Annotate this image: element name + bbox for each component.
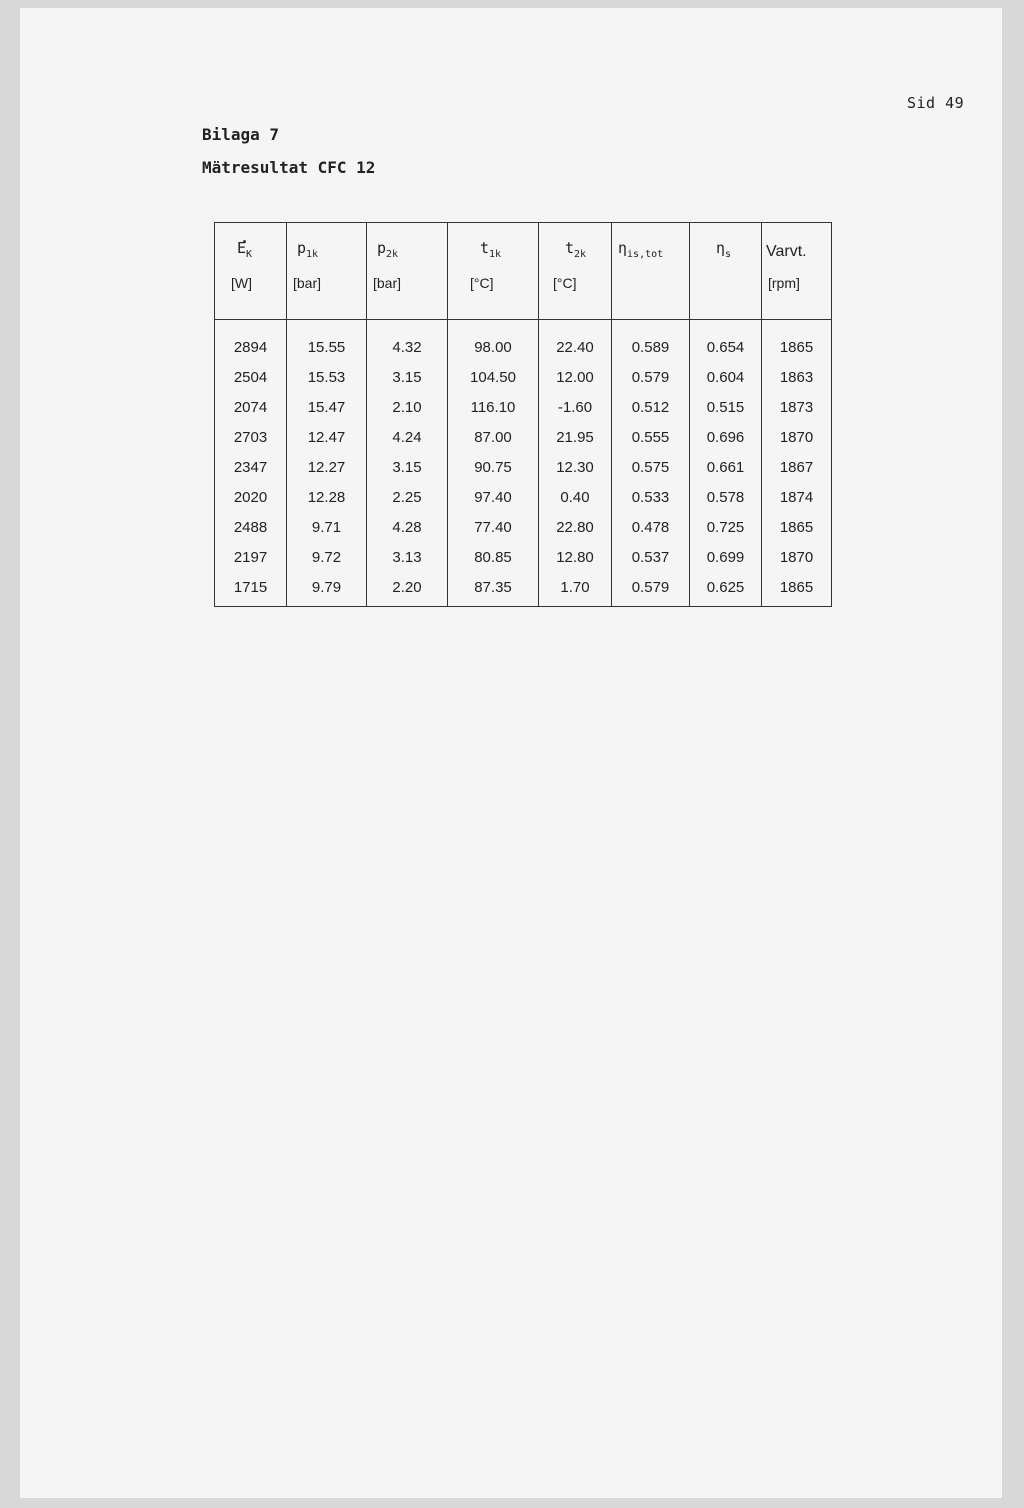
cell-energy-rate: 1715 <box>215 572 287 607</box>
cell-p1k: 12.27 <box>287 452 367 482</box>
cell-eta-is-tot: 0.579 <box>612 572 690 607</box>
page-title: Mätresultat CFC 12 <box>202 158 376 177</box>
cell-eta-is-tot: 0.555 <box>612 422 690 452</box>
cell-eta-s: 0.661 <box>690 452 762 482</box>
header-energy-rate: . $E_K$ [W] <box>215 223 287 320</box>
cell-p2k: 3.13 <box>367 542 448 572</box>
cell-energy-rate: 2347 <box>215 452 287 482</box>
cell-t2k: 12.30 <box>539 452 612 482</box>
cell-eta-s: 0.696 <box>690 422 762 452</box>
cell-p2k: 2.10 <box>367 392 448 422</box>
cell-p2k: 2.20 <box>367 572 448 607</box>
cell-eta-s: 0.515 <box>690 392 762 422</box>
cell-t2k: 0.40 <box>539 482 612 512</box>
header-eta-is-tot: $\eta_{is,tot}$ <box>612 223 690 320</box>
table-row <box>215 452 832 482</box>
cell-t2k: 21.95 <box>539 422 612 452</box>
table-header-row <box>215 223 832 320</box>
cell-speed: 1870 <box>762 542 832 572</box>
table-row <box>215 422 832 452</box>
cell-p1k: 15.47 <box>287 392 367 422</box>
cell-p1k: 15.53 <box>287 362 367 392</box>
cell-t2k: 1.70 <box>539 572 612 607</box>
cell-speed: 1867 <box>762 452 832 482</box>
cell-t1k: 98.00 <box>448 320 539 363</box>
header-p2k: $p_{2k}$ [bar] <box>367 223 448 320</box>
cell-speed: 1865 <box>762 320 832 363</box>
cell-p1k: 12.47 <box>287 422 367 452</box>
cell-speed: 1873 <box>762 392 832 422</box>
table-row <box>215 362 832 392</box>
table-row <box>215 320 832 363</box>
measurement-table <box>214 222 832 607</box>
cell-energy-rate: 2197 <box>215 542 287 572</box>
cell-t1k: 116.10 <box>448 392 539 422</box>
cell-p2k: 3.15 <box>367 452 448 482</box>
cell-p1k: 9.79 <box>287 572 367 607</box>
cell-energy-rate: 2894 <box>215 320 287 363</box>
table-body <box>215 320 832 607</box>
cell-energy-rate: 2504 <box>215 362 287 392</box>
cell-p2k: 3.15 <box>367 362 448 392</box>
cell-speed: 1865 <box>762 512 832 542</box>
header-t1k: $t_{1k}$ [°C] <box>448 223 539 320</box>
header-speed: Varvt. [rpm] <box>762 223 832 320</box>
cell-t1k: 90.75 <box>448 452 539 482</box>
cell-energy-rate: 2020 <box>215 482 287 512</box>
cell-p1k: 12.28 <box>287 482 367 512</box>
cell-t2k: 22.80 <box>539 512 612 542</box>
cell-eta-is-tot: 0.575 <box>612 452 690 482</box>
cell-p1k: 9.72 <box>287 542 367 572</box>
table-row <box>215 572 832 607</box>
cell-eta-s: 0.654 <box>690 320 762 363</box>
cell-energy-rate: 2074 <box>215 392 287 422</box>
cell-p2k: 4.28 <box>367 512 448 542</box>
cell-t1k: 87.35 <box>448 572 539 607</box>
cell-eta-s: 0.699 <box>690 542 762 572</box>
cell-eta-s: 0.604 <box>690 362 762 392</box>
table-row <box>215 392 832 422</box>
cell-speed: 1870 <box>762 422 832 452</box>
cell-eta-is-tot: 0.512 <box>612 392 690 422</box>
cell-p1k: 9.71 <box>287 512 367 542</box>
cell-t1k: 104.50 <box>448 362 539 392</box>
cell-energy-rate: 2488 <box>215 512 287 542</box>
cell-t2k: -1.60 <box>539 392 612 422</box>
cell-energy-rate: 2703 <box>215 422 287 452</box>
cell-eta-is-tot: 0.478 <box>612 512 690 542</box>
cell-eta-is-tot: 0.589 <box>612 320 690 363</box>
cell-eta-s: 0.578 <box>690 482 762 512</box>
header-t2k: $t_{2k}$ [°C] <box>539 223 612 320</box>
cell-eta-is-tot: 0.533 <box>612 482 690 512</box>
cell-t2k: 12.00 <box>539 362 612 392</box>
appendix-label: Bilaga 7 <box>202 125 280 144</box>
table-row <box>215 482 832 512</box>
cell-t1k: 97.40 <box>448 482 539 512</box>
cell-t1k: 80.85 <box>448 542 539 572</box>
cell-t2k: 22.40 <box>539 320 612 363</box>
header-p1k: $p_{1k}$ [bar] <box>287 223 367 320</box>
cell-t1k: 87.00 <box>448 422 539 452</box>
header-eta-s: $\eta_s$ <box>690 223 762 320</box>
cell-t2k: 12.80 <box>539 542 612 572</box>
table-row <box>215 542 832 572</box>
cell-eta-is-tot: 0.537 <box>612 542 690 572</box>
cell-eta-s: 0.725 <box>690 512 762 542</box>
page-number: Sid 49 <box>907 94 965 112</box>
cell-p2k: 4.32 <box>367 320 448 363</box>
cell-speed: 1865 <box>762 572 832 607</box>
cell-p1k: 15.55 <box>287 320 367 363</box>
table-row <box>215 512 832 542</box>
cell-eta-s: 0.625 <box>690 572 762 607</box>
cell-speed: 1863 <box>762 362 832 392</box>
cell-p2k: 2.25 <box>367 482 448 512</box>
cell-p2k: 4.24 <box>367 422 448 452</box>
cell-speed: 1874 <box>762 482 832 512</box>
cell-eta-is-tot: 0.579 <box>612 362 690 392</box>
cell-t1k: 77.40 <box>448 512 539 542</box>
